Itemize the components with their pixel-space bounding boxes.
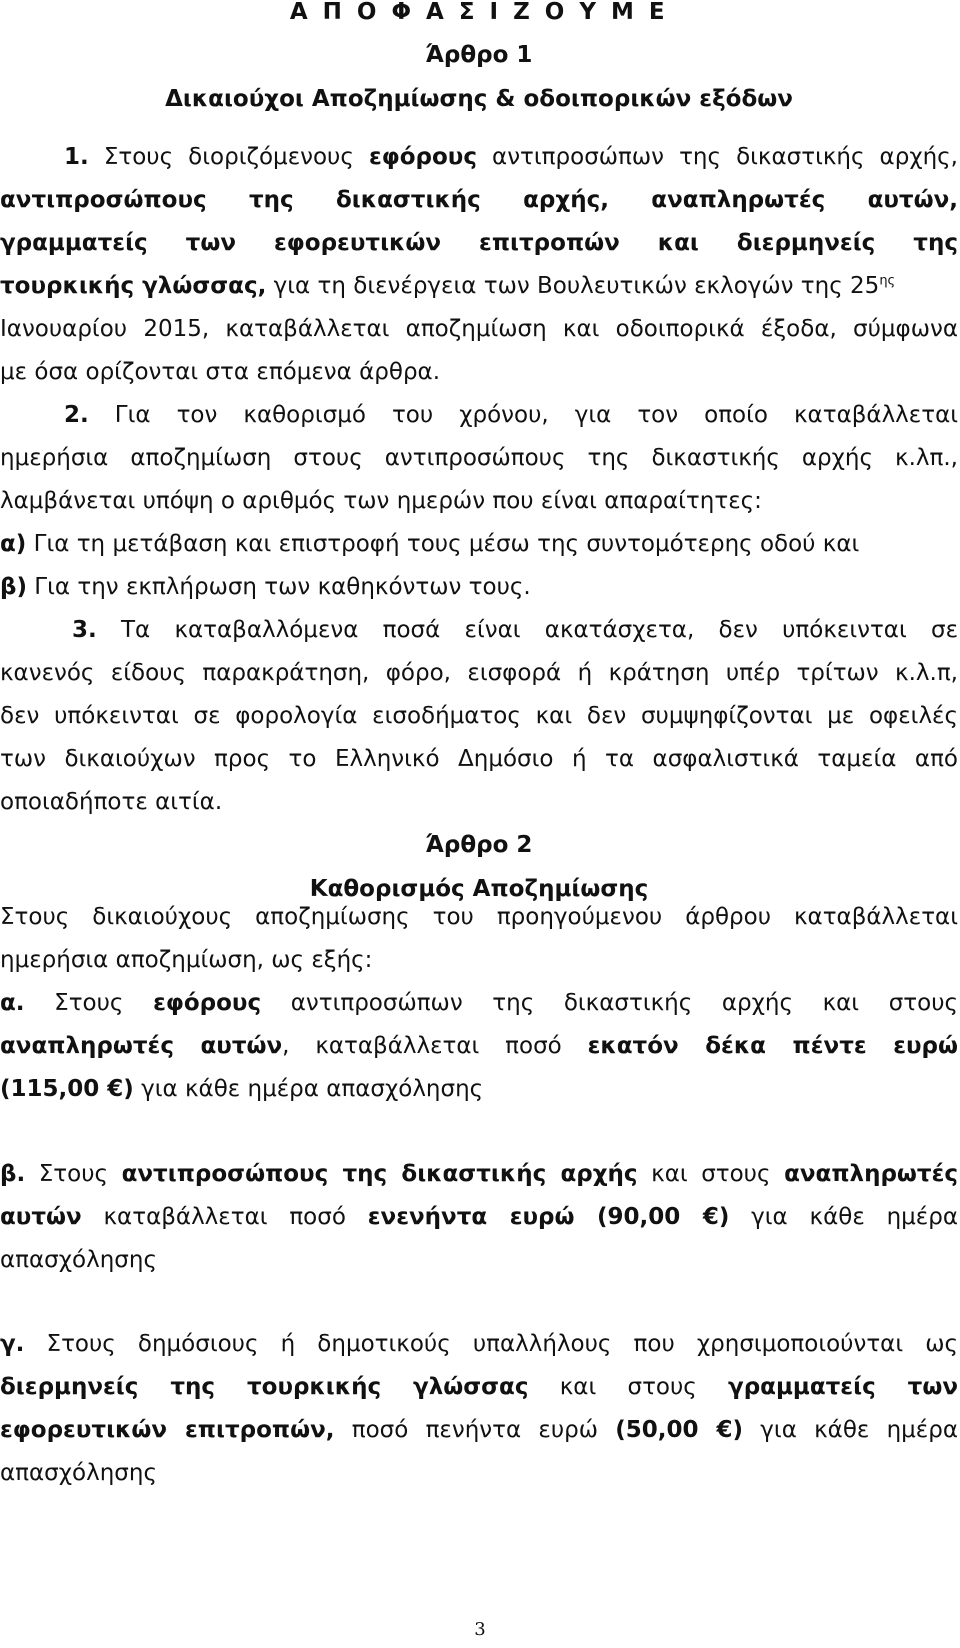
article-2-intro-line-2: ημερήσια αποζημίωση, ως εξής: <box>0 947 373 973</box>
paragraph-3-line-4: των δικαιούχων προς το Ελληνικό Δημόσιο ή τα ασφαλιστικά ταμεία από <box>0 746 958 772</box>
paragraph-1-line-6: με όσα ορίζονται στα επόμενα άρθρα. <box>0 359 441 385</box>
article-2-subheading: Καθορισμός Αποζημίωσης <box>309 876 649 902</box>
paragraph-1-line-3: γραμματείς των εφορευτικών επιτροπών και διερμηνείς της <box>0 230 958 256</box>
article-1-heading: Άρθρο 1 <box>425 42 533 68</box>
paragraph-1-line-2: αντιπροσώπους της δικαστικής αρχής, αναπληρωτές αυτών, <box>0 187 958 213</box>
paragraph-1-line-1: 1. Στους διοριζόμενους εφόρους αντιπροσώπων της δικαστικής αρχής, <box>64 144 958 170</box>
paragraph-3-line-2: κανενός είδους παρακράτηση, φόρο, εισφορά ή κράτηση υπέρ τρίτων κ.λ.π, <box>0 660 958 686</box>
paragraph-3-line-5: οποιαδήποτε αιτία. <box>0 789 223 815</box>
paragraph-1-line-5: Ιανουαρίου 2015, καταβάλλεται αποζημίωση και οδοιπορικά έξοδα, σύμφωνα <box>0 316 958 342</box>
paragraph-2-number: 2. <box>64 402 89 428</box>
paragraph-2-line-3: λαμβάνεται υπόψη ο αριθμός των ημερών που είναι απαραίτητες: <box>0 488 762 514</box>
article-2-intro-line-1: Στους δικαιούχους αποζημίωσης του προηγούμενου άρθρου καταβάλλεται <box>0 904 958 930</box>
item-a-line-2: αναπληρωτές αυτών, καταβάλλεται ποσό εκατόν δέκα πέντε ευρώ <box>0 1033 958 1059</box>
item-b-line-1: β. Στους αντιπροσώπους της δικαστικής αρχής και στους αναπληρωτές <box>0 1161 959 1187</box>
paragraph-1-number: 1. <box>64 144 89 170</box>
item-a-line-3: (115,00 €) για κάθε ημέρα απασχόλησης <box>0 1076 484 1102</box>
paragraph-3-number: 3. <box>72 617 97 643</box>
item-a-line-1: α. Στους εφόρους αντιπροσώπων της δικαστικής αρχής και στους <box>0 990 959 1016</box>
item-b-line-2: αυτών καταβάλλεται ποσό ενενήντα ευρώ (90,00 €) για κάθε ημέρα <box>0 1204 958 1230</box>
paragraph-3-line-1: 3. Τα καταβαλλόμενα ποσά είναι ακατάσχετα, δεν υπόκεινται σε <box>72 617 959 643</box>
item-b-line-3: απασχόλησης <box>0 1247 157 1273</box>
item-c-line-1: γ. Στους δημόσιους ή δημοτικούς υπαλλήλους που χρησιμοποιούνται ως <box>0 1331 959 1357</box>
paragraph-2-item-b: β) Για την εκπλήρωση των καθηκόντων τους. <box>0 574 531 600</box>
item-c-line-3: εφορευτικών επιτροπών, ποσό πενήντα ευρώ (50,00 €) για κάθε ημέρα <box>0 1417 959 1443</box>
paragraph-2-line-1: 2. Για τον καθορισμό του χρόνου, για τον οποίο καταβάλλεται <box>64 402 959 428</box>
article-2-heading: Άρθρο 2 <box>425 832 533 858</box>
article-1-subheading: Δικαιούχοι Αποζημίωσης & οδοιπορικών εξόδων <box>165 86 793 112</box>
paragraph-3-line-3: δεν υπόκεινται σε φορολογία εισοδήματος και δεν συμψηφίζονται με οφειλές <box>0 703 958 729</box>
paragraph-1-line-4: τουρκικής γλώσσας, για τη διενέργεια των Βουλευτικών εκλογών της $25^{\eta\varsigma}$ <box>0 273 896 299</box>
decision-title: Α Π Ο Φ Α Σ Ι Ζ Ο Υ Μ Ε <box>289 0 669 25</box>
item-c-line-2: διερμηνείς της τουρκικής γλώσσας και στους γραμματείς των <box>0 1374 958 1400</box>
page-number: 3 <box>474 1619 486 1640</box>
item-c-line-4: απασχόλησης <box>0 1460 157 1486</box>
paragraph-2-line-2: ημερήσια αποζημίωση στους αντιπροσώπους της δικαστικής αρχής κ.λπ., <box>0 445 958 471</box>
paragraph-2-item-a: α) Για τη μετάβαση και επιστροφή τους μέσω της συντομότερης οδού και <box>0 531 860 557</box>
